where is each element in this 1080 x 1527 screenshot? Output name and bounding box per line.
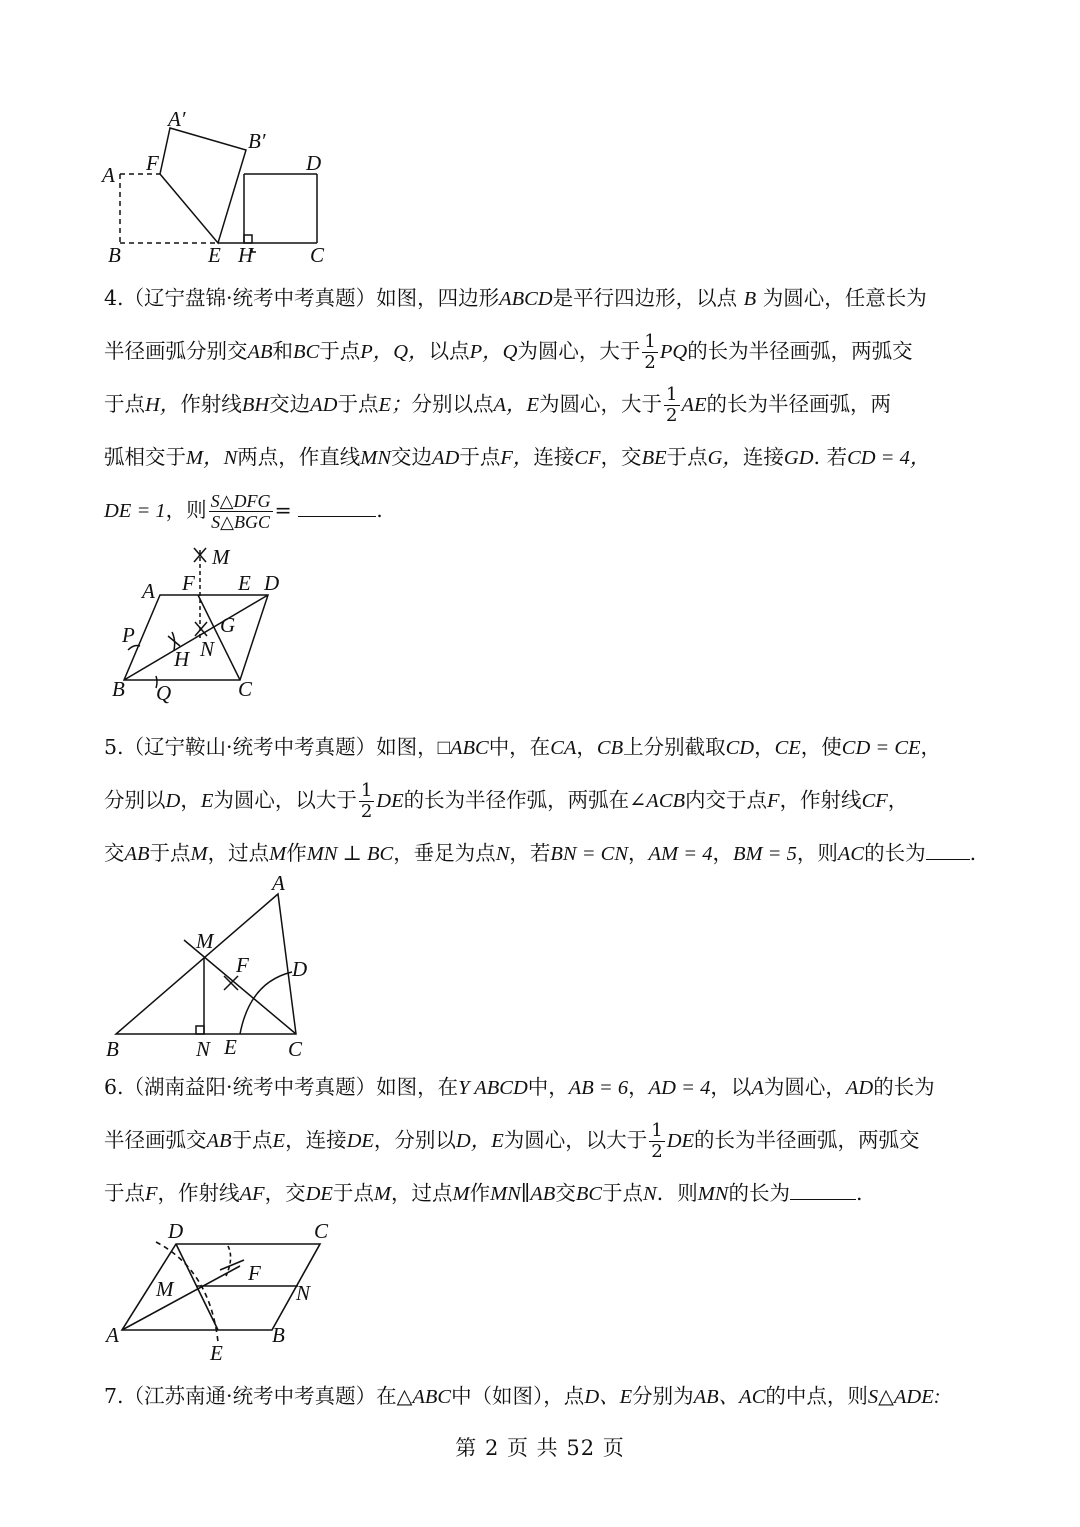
q4-line-2: 半径画弧分别交AB和BC于点P，Q，以点P，Q为圆心，大于 $\frac{1}{2}$ PQ的长为半径画弧，两弧交 <box>104 331 913 373</box>
label-H: H <box>238 243 254 267</box>
label-A-prime: A′ <box>168 107 186 131</box>
q6-line-3: 于点F，作射线AF，交DE于点M，过点M作MN∥AB交BC于点N．则MN的长为 . <box>104 1181 863 1205</box>
label-M: M <box>156 1277 174 1301</box>
label-E: E <box>208 243 221 267</box>
folded-quad <box>160 128 246 243</box>
label-D: D <box>168 1219 184 1243</box>
label-N: N <box>196 1037 211 1061</box>
right-angle-H <box>244 235 252 243</box>
label-M: M <box>212 545 230 569</box>
label-C: C <box>238 677 253 701</box>
label-B-prime: B′ <box>248 129 266 153</box>
question-4 <box>104 272 984 537</box>
fraction-half: $\frac{1}{2}$ <box>666 384 678 426</box>
answer-blank <box>298 498 376 517</box>
fraction-half: $\frac{1}{2}$ <box>651 1120 663 1162</box>
figure-triangle-q5 <box>100 872 330 1062</box>
label-D: D <box>292 957 308 981</box>
label-C: C <box>288 1037 303 1061</box>
label-D: D <box>264 571 280 595</box>
ray-BH <box>124 595 268 680</box>
label-F: F <box>248 1261 261 1285</box>
fraction-half: $\frac{1}{2}$ <box>360 780 373 822</box>
area-ratio: $\frac{\text{S△DFG}}{\text{S△BGC}}$ <box>210 491 271 532</box>
label-N: N <box>200 637 215 661</box>
label-B: B <box>272 1323 285 1347</box>
label-A: A <box>142 579 155 603</box>
label-E: E <box>238 571 251 595</box>
q5-line-1: 5.（辽宁鞍山·统考中考真题）如图，□ABC中，在CA，CB上分别截取CD，CE，使CD = CE， <box>104 735 942 759</box>
triangle-ABC <box>116 894 296 1034</box>
q4-line-1: 4.（辽宁盘锦·统考中考真题）如图，四边形ABCD是平行四边形，以点 B 为圆心，任意长为 <box>104 286 927 310</box>
question-5 <box>104 721 984 880</box>
label-A: A <box>106 1323 119 1347</box>
label-M: M <box>196 929 214 953</box>
label-F: F <box>146 151 159 175</box>
label-B: B <box>112 677 125 701</box>
answer-blank <box>926 841 970 860</box>
parallelogram-ABCD <box>122 1244 320 1330</box>
label-B: B <box>108 243 121 267</box>
q7-line-1: 7.（江苏南通·统考中考真题）在△ABC中（如图），点D、E分别为AB、AC的中点，则S△ADE: <box>104 1384 941 1408</box>
q4-line-4: 弧相交于M，N两点，作直线MN交边AD于点F，连接CF，交BE于点G，连接GD. 若CD = 4， <box>104 445 931 469</box>
question-6 <box>104 1061 984 1220</box>
right-angle-N <box>196 1026 204 1034</box>
answer-blank <box>790 1181 856 1200</box>
question-7 <box>104 1370 984 1423</box>
label-C: C <box>310 243 325 267</box>
label-E: E <box>210 1341 223 1365</box>
fraction-half: $\frac{1}{2}$ <box>644 331 656 373</box>
label-C: C <box>314 1219 329 1243</box>
ray-AF <box>122 1266 240 1330</box>
label-D: D <box>306 151 322 175</box>
figure-parallelogram-q4 <box>104 540 304 710</box>
label-F: F <box>236 953 249 977</box>
label-A: A <box>272 872 285 895</box>
label-A: A <box>102 163 115 187</box>
label-P: P <box>122 623 135 647</box>
label-E: E <box>224 1035 237 1059</box>
q5-line-3: 交AB于点M，过点M作MN ⊥ BC，垂足为点N，若BN = CN，AM = 4，BM = 5，则AC的长为 . <box>104 841 977 865</box>
segment-DE <box>176 1244 218 1330</box>
q6-line-2: 半径画弧交AB于点E，连接DE，分别以D，E为圆心，以大于 $\frac{1}{2}$ DE的长为半径画弧，两弧交 <box>104 1120 920 1162</box>
label-G: G <box>220 613 236 637</box>
label-N: N <box>296 1281 311 1305</box>
q4-line-5: DE = 1，则 $\frac{\text{S△DFG}}{\text{S△BGC}}$ = . <box>104 491 383 532</box>
arc-mark-F <box>220 1260 244 1270</box>
q5-line-2: 分别以D，E为圆心，以大于 $\frac{1}{2}$ DE的长为半径作弧，两弧在∠ACB内交于点F，作射线CF， <box>104 780 909 822</box>
label-B: B <box>106 1037 119 1061</box>
figure-parallelogram-q6 <box>100 1210 360 1370</box>
q6-line-1: 6.（湖南益阳·统考中考真题）如图，在Y ABCD中，AB = 6，AD = 4，以A为圆心，AD的长为 <box>104 1075 935 1099</box>
label-Q: Q <box>156 681 172 705</box>
label-H: H <box>174 647 190 671</box>
label-F: F <box>182 571 195 595</box>
page-footer: 第 2 页 共 52 页 <box>455 1436 625 1460</box>
q4-line-3: 于点H，作射线BH交边AD于点E；分别以点A，E为圆心，大于 $\frac{1}{2}$ AE的长为半径画弧，两 <box>104 384 892 426</box>
figure-fold-rectangle <box>96 100 346 270</box>
